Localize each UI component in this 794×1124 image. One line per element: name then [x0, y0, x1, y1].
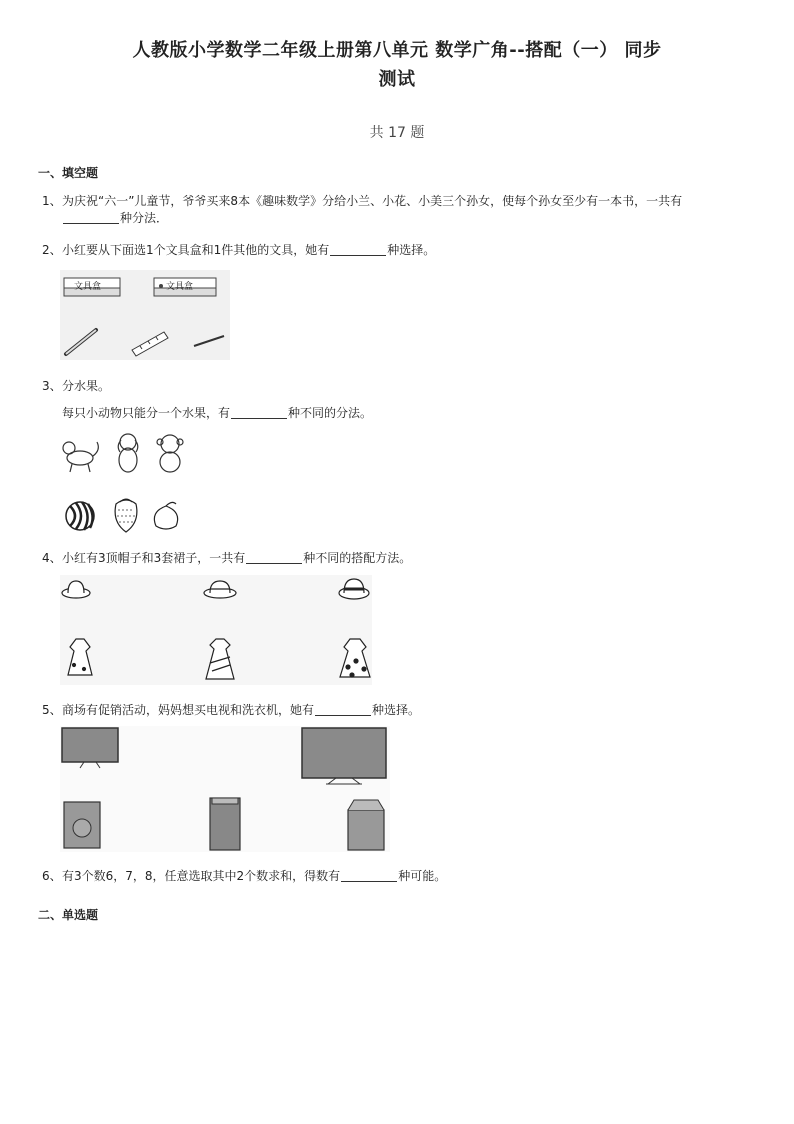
washing-machine-icon-1: [64, 802, 100, 848]
tv-icon-1: [62, 728, 118, 768]
question-text: 种可能。: [398, 869, 447, 883]
dog-icon: [118, 434, 138, 472]
question-text: 为庆祝“六一”儿童节，爷爷买来8本《趣味数学》分给小兰、小花、小美三个孙女，使每个孙女至少有一本书，一共有: [62, 194, 683, 208]
question-text: 种分法．: [120, 211, 169, 225]
stationery-figure: [60, 270, 230, 360]
cat-icon: [63, 442, 98, 472]
question-number: 6、: [42, 869, 62, 883]
question-text: 种选择。: [387, 243, 436, 257]
question-3-prompt: [62, 405, 372, 422]
question-text: 种选择。: [372, 703, 421, 717]
section-heading-single-choice: 二、单选题: [38, 908, 99, 922]
pencil-box-label: 文具盒: [166, 282, 194, 292]
appliances-figure: [60, 726, 390, 852]
answer-blank[interactable]: [63, 211, 119, 224]
washing-machine-icon-2: [210, 798, 240, 850]
title-line-2: 测试: [378, 69, 416, 90]
question-6: [42, 868, 446, 885]
question-number: 1、: [42, 194, 62, 208]
question-3: [42, 378, 110, 395]
question-1-continued: [62, 210, 168, 227]
question-number: 3、: [42, 379, 62, 393]
answer-blank[interactable]: [315, 703, 371, 716]
hats-dresses-figure: [60, 575, 372, 685]
pencil-box-2: [154, 278, 216, 296]
answer-blank[interactable]: [341, 869, 397, 882]
animals-fruits-figure: [60, 430, 190, 534]
question-number: 4、: [42, 551, 62, 565]
question-text: 有3个数6，7，8，任意选取其中2个数求和，得数有: [62, 869, 341, 883]
question-text: 种不同的搭配方法。: [303, 551, 412, 565]
question-number: 5、: [42, 703, 62, 717]
pencil-box-1: [64, 278, 120, 296]
question-count: 共 17 题: [369, 125, 425, 141]
title-line-1: 人教版小学数学二年级上册第八单元 数学广角--搭配（一） 同步: [132, 40, 662, 61]
answer-blank[interactable]: [330, 243, 386, 256]
tv-icon-2: [302, 728, 386, 784]
watermelon-icon: [66, 502, 94, 530]
question-1: [42, 193, 732, 210]
monkey-icon: [157, 435, 183, 472]
answer-blank[interactable]: [231, 406, 287, 419]
document-title: [0, 36, 794, 94]
question-2: [42, 242, 435, 259]
question-text: 商场有促销活动，妈妈想买电视和洗衣机，她有: [62, 703, 315, 717]
question-5: [42, 702, 420, 719]
pencil-box-label: 文具盒: [74, 282, 102, 292]
answer-blank[interactable]: [246, 551, 302, 564]
question-text: 种不同的分法。: [288, 406, 373, 420]
question-text: 分水果。: [62, 379, 111, 393]
washing-machine-icon-3: [348, 800, 384, 850]
question-text: 小红要从下面选1个文具盒和1件其他的文具，她有: [62, 243, 330, 257]
section-heading-fill-blank: 一、填空题: [38, 166, 99, 180]
question-4: [42, 550, 411, 567]
question-text: 小红有3顶帽子和3套裙子，一共有: [62, 551, 246, 565]
peach-icon: [154, 502, 177, 529]
strawberry-icon: [115, 499, 137, 532]
question-text: 每只小动物只能分一个水果，有: [62, 406, 231, 420]
question-number: 2、: [42, 243, 62, 257]
